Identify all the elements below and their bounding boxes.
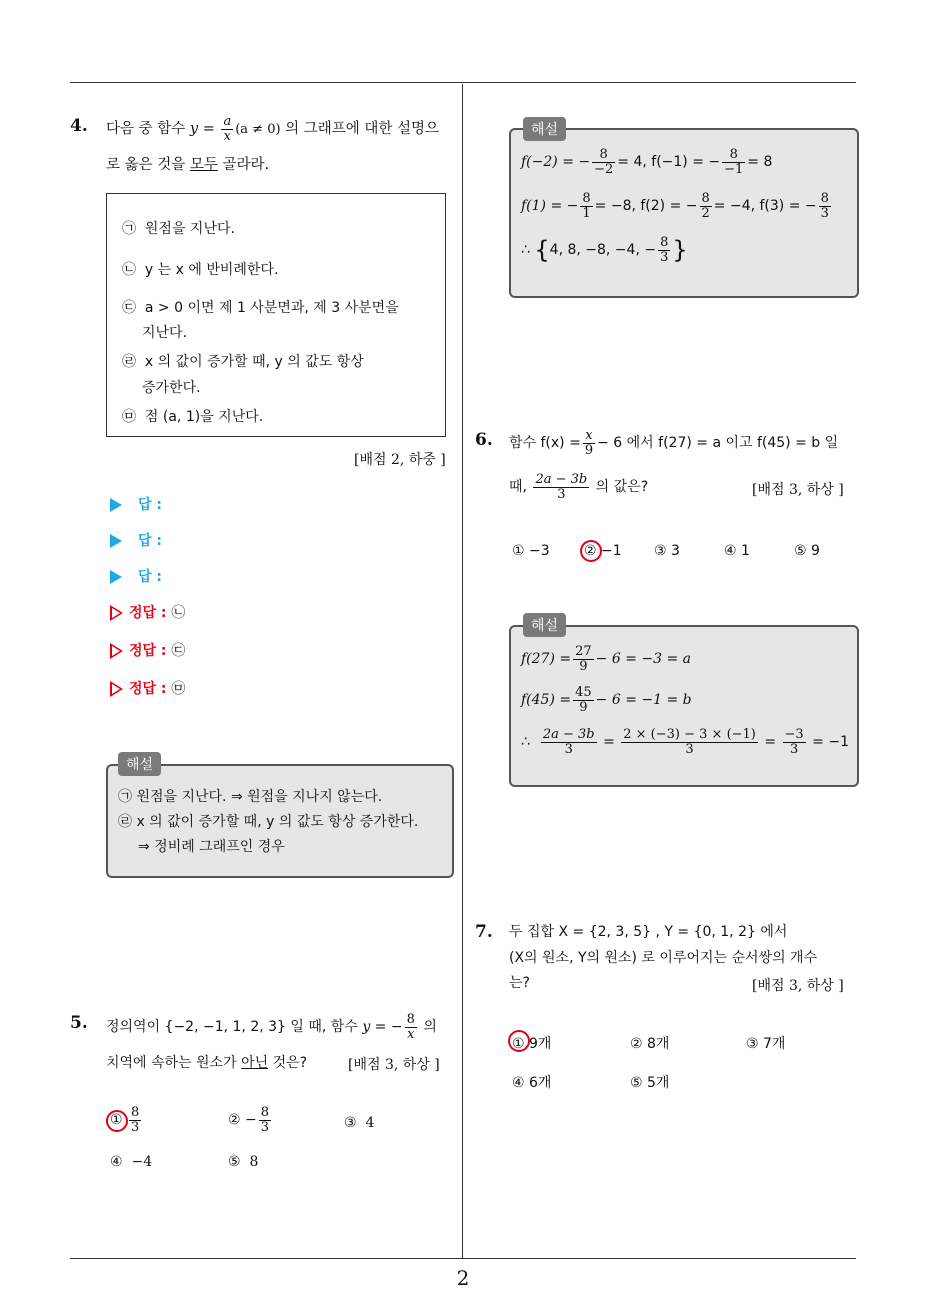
correct-answer-row: 정답 : ㉡	[110, 602, 185, 622]
question-4-meta: [배점 2, 하중 ]	[354, 452, 446, 468]
solution-tag: 해설	[523, 613, 566, 637]
question-5-number: 5.	[70, 1013, 88, 1033]
answer-row: 답 :	[110, 530, 162, 550]
choice-4[interactable]: ④ 6개	[512, 1075, 552, 1091]
condition-item-cont: 지난다.	[142, 325, 188, 341]
condition-item: ㉤ 점 (a, 1)을 지난다.	[122, 409, 264, 425]
selected-answer-circle	[508, 1030, 530, 1052]
question-5-stem-line2: 치역에 속하는 원소가 아닌 것은?	[106, 1055, 308, 1071]
play-icon	[110, 498, 122, 512]
question-6-stem: 함수 f(x) = $\frac{x}{9}$ − 6 에서 f(27) = a 이고 f(45) = b 일	[509, 427, 839, 458]
question-7-stem-line3: 는?	[509, 975, 530, 991]
condition-item: ㉠ 원점을 지난다.	[122, 221, 235, 237]
choice-3[interactable]: ③ 4	[344, 1115, 375, 1131]
choice-3[interactable]: ③ 3	[654, 543, 680, 559]
question-6-meta: [배점 3, 하상 ]	[752, 482, 844, 498]
choice-2[interactable]: ② − $\frac{8}{3}$	[228, 1105, 270, 1135]
condition-item: ㉡ y 는 x 에 반비례한다.	[122, 262, 279, 278]
correct-answer-row: 정답 : ㉢	[110, 640, 185, 660]
question-5-stem: 정의역이 {−2, −1, 1, 2, 3} 일 때, 함수 y = − $\frac{8}{x}$ 의	[106, 1011, 437, 1042]
solution-line: ⇒ 정비례 그래프인 경우	[138, 839, 285, 855]
column-divider	[462, 84, 463, 1258]
page-number: 2	[456, 1266, 470, 1290]
question-5-meta: [배점 3, 하상 ]	[348, 1057, 440, 1073]
condition-item-cont: 증가한다.	[142, 380, 201, 396]
solution-tag: 해설	[118, 752, 161, 776]
choice-4[interactable]: ④ 1	[724, 543, 750, 559]
question-6-stem-line2: 때, $\frac{2a - 3b}{3}$ 의 값은?	[509, 471, 649, 502]
choice-1[interactable]: ① 9개	[512, 1036, 552, 1052]
play-icon	[110, 534, 122, 548]
choice-1[interactable]: ① $\frac{8}{3}$	[110, 1105, 140, 1135]
solution-tag: 해설	[523, 117, 566, 141]
outline-triangle-icon	[110, 643, 123, 659]
top-rule	[70, 82, 856, 83]
selected-answer-circle	[106, 1110, 128, 1132]
solution-line: ㉠ 원점을 지난다. ⇒ 원점을 지나지 않는다.	[118, 789, 383, 805]
play-icon	[110, 570, 122, 584]
question-7-stem-line1: 두 집합 X = {2, 3, 5} , Y = {0, 1, 2} 에서	[509, 924, 788, 940]
solution-line: ㉣ x 의 값이 증가할 때, y 의 값도 항상 증가한다.	[118, 814, 419, 830]
selected-answer-circle	[580, 540, 602, 562]
fraction-8-over-x: $\frac{8}{x}$	[406, 1011, 415, 1042]
answer-row: 답 :	[110, 566, 162, 586]
question-7-number: 7.	[475, 922, 493, 942]
solution-line: f(27) = $\frac{27}{9}$ − 6 = −3 = a	[521, 644, 691, 674]
choice-4[interactable]: ④ −4	[110, 1154, 153, 1170]
condition-item: ㉣ x 의 값이 증가할 때, y 의 값도 항상	[122, 354, 364, 370]
choice-1[interactable]: ① −3	[512, 543, 550, 559]
solution-line: ∴ {4, 8, −8, −4, − $\frac{8}{3}$ }	[521, 235, 688, 265]
solution-line: f(45) = $\frac{45}{9}$ − 6 = −1 = b	[521, 685, 692, 715]
question-4-stem: 다음 중 함수 y = $\frac{a}{x}$ (a ≠ 0) 의 그래프에 대한 설명으	[106, 113, 440, 144]
condition-item: ㉢ a > 0 이면 제 1 사분면과, 제 3 사분면을	[122, 300, 399, 316]
choice-5[interactable]: ⑤ 5개	[630, 1075, 670, 1091]
question-6-number: 6.	[475, 430, 493, 450]
choice-3[interactable]: ③ 7개	[746, 1036, 786, 1052]
solution-line: f(−2) = − $\frac{8}{-2}$ = 4, f(−1) = − $\frac{8}{-1}$ = 8	[521, 147, 773, 177]
choice-2[interactable]: ② −1	[584, 543, 622, 559]
outline-triangle-icon	[110, 605, 123, 621]
correct-answer-row: 정답 : ㉤	[110, 678, 185, 698]
question-4-number: 4.	[70, 116, 88, 136]
outline-triangle-icon	[110, 681, 123, 697]
bottom-rule	[70, 1258, 856, 1259]
choice-5[interactable]: ⑤ 9	[794, 543, 820, 559]
choice-5[interactable]: ⑤ 8	[228, 1154, 259, 1170]
question-7-meta: [배점 3, 하상 ]	[752, 978, 844, 994]
fraction-a-over-x: $\frac{a}{x}$	[223, 113, 232, 144]
solution-line: f(1) = − $\frac{8}{1}$ = −8, f(2) = − $\frac{8}{2}$ = −4, f(3) = − $\frac{8}{3}$	[521, 191, 829, 221]
choice-2[interactable]: ② 8개	[630, 1036, 670, 1052]
question-7-stem-line2: (X의 원소, Y의 원소) 로 이루어지는 순서쌍의 개수	[509, 950, 818, 966]
solution-line: ∴ $\frac{2a - 3b}{3}$ = $\frac{2 \times (-3) - 3 \times (-1)}{3}$ = $\frac{-3}{3}$ = −1	[521, 727, 849, 757]
answer-row: 답 :	[110, 494, 162, 514]
question-4-stem-line2: 로 옳은 것을 모두 골라라.	[106, 157, 270, 173]
